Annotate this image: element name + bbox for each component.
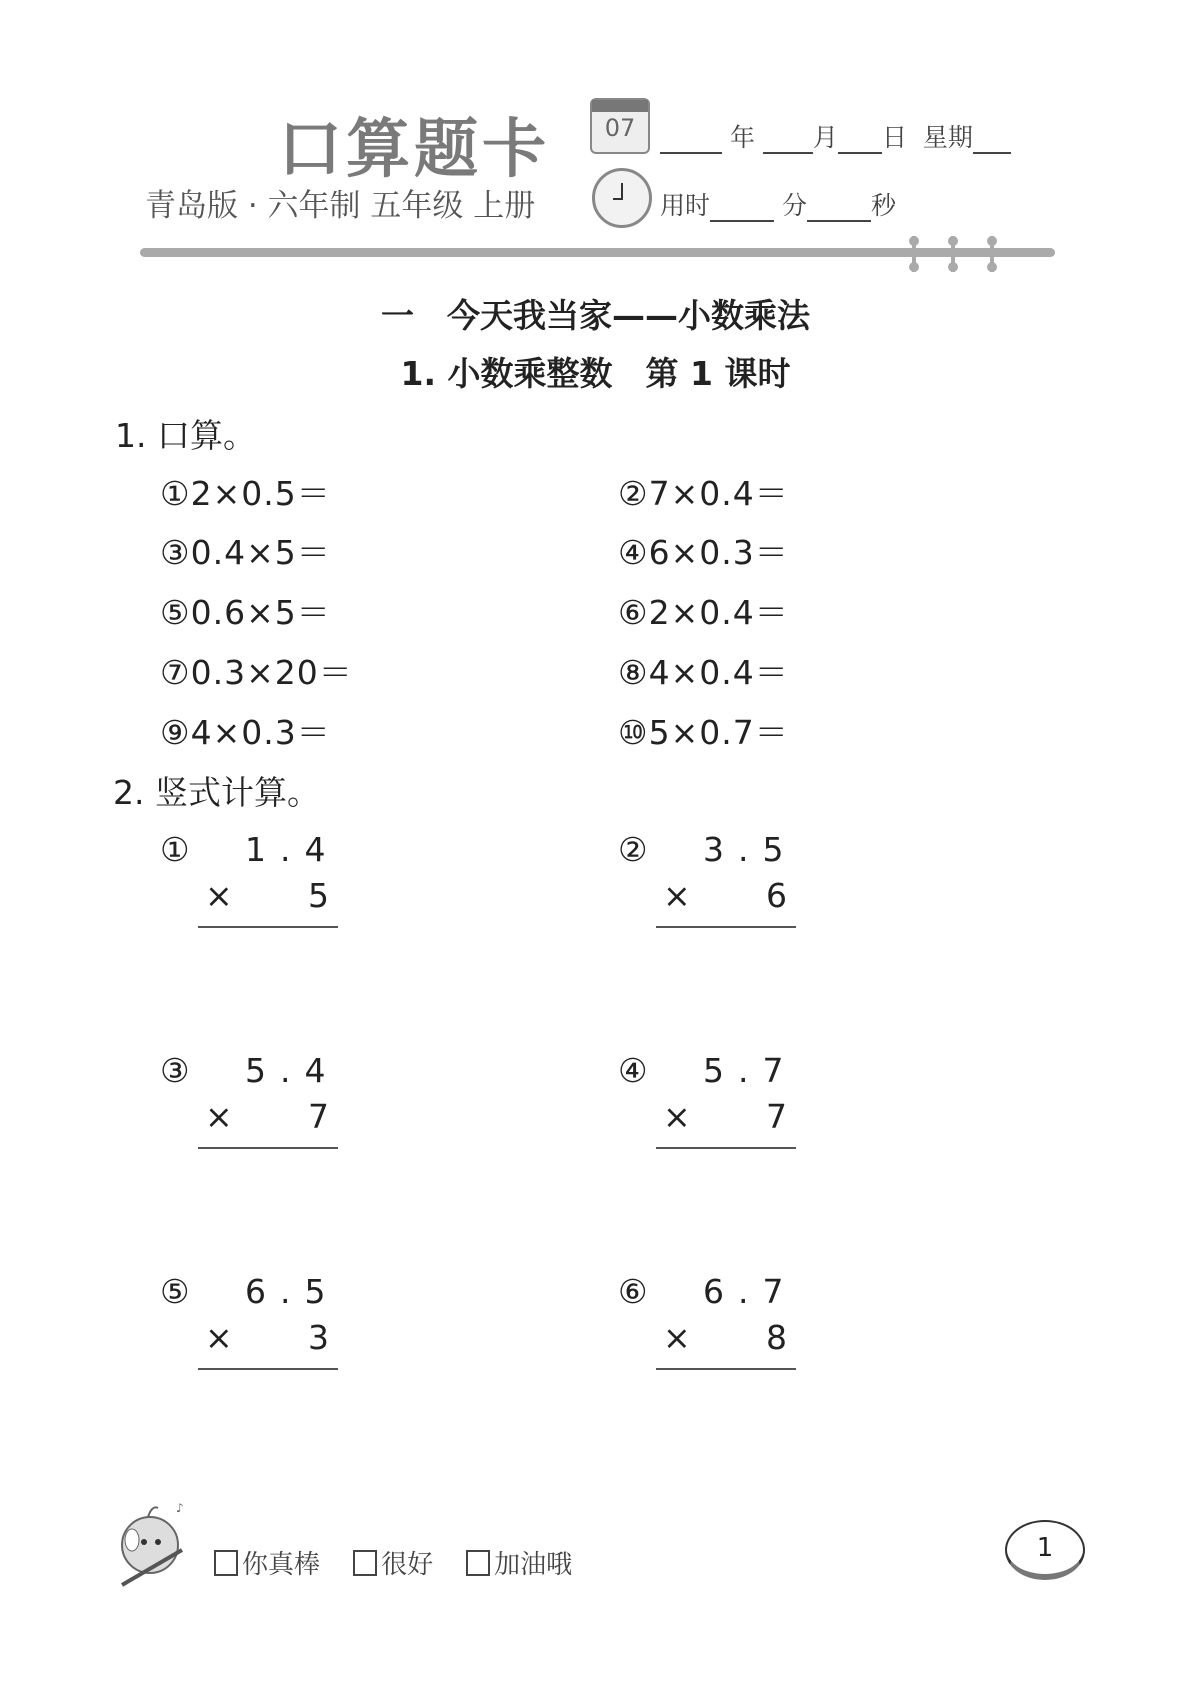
minutes-blank[interactable]: [710, 198, 774, 222]
rating-option[interactable]: [214, 1550, 320, 1580]
month-blank[interactable]: [763, 130, 813, 154]
oral-item: ⑨4×0.3＝: [160, 713, 331, 752]
time-fill-line: [660, 186, 896, 222]
binder-pin-icon: [912, 236, 916, 272]
answer-line: [656, 926, 796, 928]
oral-item: ①2×0.5＝: [160, 474, 331, 513]
calendar-icon: [590, 98, 650, 154]
oral-item: ⑥2×0.4＝: [618, 593, 789, 632]
problem-number: ①: [160, 830, 190, 869]
problem-number: ②: [618, 830, 648, 869]
oral-item: ③0.4×5＝: [160, 533, 331, 572]
multiplicand: 3.5: [703, 830, 798, 869]
unit-title: 一 今天我当家——小数乘法: [381, 296, 810, 335]
oral-item: ⑩5×0.7＝: [618, 713, 789, 752]
problem-number: ④: [618, 1051, 648, 1090]
multiplicand: 6.5: [245, 1272, 340, 1311]
rating-label: 很好: [381, 1550, 434, 1580]
multiplicand: 5.7: [703, 1051, 798, 1090]
seconds-blank[interactable]: [807, 198, 871, 222]
year-blank[interactable]: [660, 130, 722, 154]
oral-item: ④6×0.3＝: [618, 533, 789, 572]
svg-text:♪: ♪: [176, 1501, 184, 1515]
section-heading-oral: 1. 口算。: [115, 416, 256, 455]
times-sign: ×: [205, 1318, 233, 1357]
month-label: 月: [812, 123, 838, 152]
multiplier: 5: [308, 876, 329, 915]
edition-subtitle: 青岛版 · 六年制 五年级 上册: [145, 188, 536, 224]
multiplier: 8: [766, 1318, 787, 1357]
times-sign: ×: [663, 1097, 691, 1136]
multiplier: 7: [766, 1097, 787, 1136]
lesson-title: 1. 小数乘整数 第 1 课时: [400, 354, 791, 393]
binder-pin-icon: [990, 236, 994, 272]
multiplier: 6: [766, 876, 787, 915]
answer-line: [198, 926, 338, 928]
minutes-label: 分: [781, 191, 807, 220]
multiplicand: 1.4: [245, 830, 340, 869]
oral-item: ⑧4×0.4＝: [618, 653, 789, 692]
rating-label: 你真棒: [242, 1550, 321, 1580]
rating-label: 加油哦: [494, 1550, 573, 1580]
date-fill-line: [660, 118, 1011, 154]
binder-pin-icon: [951, 236, 955, 272]
oral-item: ⑤0.6×5＝: [160, 593, 331, 632]
times-sign: ×: [663, 1318, 691, 1357]
page-number: 1: [1005, 1520, 1085, 1580]
page-title: 口算题卡: [278, 113, 550, 187]
checkbox[interactable]: [214, 1550, 238, 1576]
times-sign: ×: [205, 1097, 233, 1136]
seconds-label: 秒: [870, 191, 896, 220]
weekday-blank[interactable]: [973, 130, 1011, 154]
weekday-label: 星期: [922, 123, 973, 152]
times-sign: ×: [205, 876, 233, 915]
day-label: 日: [881, 123, 907, 152]
problem-number: ⑤: [160, 1272, 190, 1311]
apple-guitar-mascot-icon: [112, 1500, 197, 1595]
time-used-label: 用时: [660, 191, 711, 220]
header-divider: [140, 248, 1055, 257]
problem-number: ③: [160, 1051, 190, 1090]
answer-line: [656, 1368, 796, 1370]
multiplier: 3: [308, 1318, 329, 1357]
answer-line: [198, 1147, 338, 1149]
self-rating: [214, 1544, 572, 1581]
alarm-clock-icon: [592, 168, 652, 228]
multiplicand: 6.7: [703, 1272, 798, 1311]
day-blank[interactable]: [838, 130, 882, 154]
rating-option[interactable]: [466, 1550, 572, 1580]
answer-line: [656, 1147, 796, 1149]
oral-item: ②7×0.4＝: [618, 474, 789, 513]
times-sign: ×: [663, 876, 691, 915]
checkbox[interactable]: [353, 1550, 377, 1576]
multiplicand: 5.4: [245, 1051, 340, 1090]
multiplier: 7: [308, 1097, 329, 1136]
calendar-day: 07: [604, 114, 636, 142]
section-heading-vertical: 2. 竖式计算。: [113, 773, 320, 812]
answer-line: [198, 1368, 338, 1370]
year-label: 年: [729, 123, 755, 152]
oral-item: ⑦0.3×20＝: [160, 653, 353, 692]
checkbox[interactable]: [466, 1550, 490, 1576]
rating-option[interactable]: [353, 1550, 433, 1580]
problem-number: ⑥: [618, 1272, 648, 1311]
